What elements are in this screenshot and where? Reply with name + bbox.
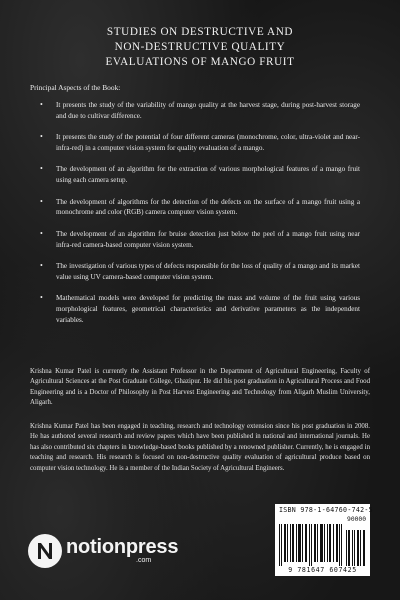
publisher-name: notionpress <box>66 536 179 558</box>
list-item-text: The development of an algorithm for the extraction of various morphological features of a mango fruit using each camera setup. <box>56 165 360 185</box>
list-item <box>40 293 360 325</box>
title-line-2: NON-DESTRUCTIVE QUALITY <box>114 41 286 53</box>
bullet-icon: • <box>40 228 43 238</box>
title-line-1: STUDIES ON DESTRUCTIVE AND <box>106 26 294 38</box>
list-item-text: The development of an algorithm for bruise detection just below the peel of a mango fruit using near infra-red camera-based computer vision system. <box>56 229 360 249</box>
bullet-icon: • <box>40 260 43 270</box>
list-item-text: The development of algorithms for the detection of the defects on the surface of a mango fruit using a monochrome and color (RGB) camera computer vision system. <box>56 197 360 217</box>
publisher-domain: .com <box>136 557 152 564</box>
bullet-icon: • <box>40 100 43 109</box>
isbn-text: ISBN 978-1-64760-742-5 <box>279 506 373 514</box>
bullet-icon: • <box>40 196 43 206</box>
bullet-icon: • <box>40 132 43 142</box>
aspects-list <box>40 100 360 336</box>
list-item-text: Mathematical models were developed for predicting the mass and volume of the fruit using various morphological features, geometrical characteristics and derivative parameters as the independent variables. <box>56 294 360 324</box>
isbn-barcode <box>275 504 373 576</box>
barcode-digits: 9 781647 607425 <box>288 566 357 574</box>
aspects-heading: Principal Aspects of the Book: <box>30 83 121 92</box>
list-item-text: The investigation of various types of defects responsible for the loss of quality of a mango and its market value using UV camera-based computer vision system. <box>56 261 360 281</box>
barcode-bars <box>279 524 343 566</box>
list-item <box>40 164 360 186</box>
price-barcode-bars <box>346 530 366 566</box>
list-item <box>40 261 360 283</box>
bullet-icon: • <box>40 293 43 303</box>
title-line-3: EVALUATIONS OF MANGO FRUIT <box>105 56 295 68</box>
bullet-icon: • <box>40 164 43 174</box>
list-item-text: It presents the study of the potential of four different cameras (monochrome, color, ultra-violet and near-infra-red) in a computer vision system for quality evaluation of a mango. <box>56 133 360 152</box>
price-code: 90000 <box>347 516 366 523</box>
book-title <box>40 25 360 70</box>
author-bio-paragraph-2: Krishna Kumar Patel has been engaged in teaching, research and technology extension since his post graduation in 2008. He has authored several research and review papers which have been published in national and international journals. He has also contributed six chapters in knowledge-based books published by a renowned publisher. Currently, he is engaged in teaching and research. His research is focused on non-destructive quality evaluation of agricultural produce based on computer vision technology. He is a member of the Indian Society of Agricultural Engineers. <box>30 423 370 472</box>
notionpress-logo-icon <box>28 534 62 568</box>
list-item <box>40 132 360 154</box>
author-bio-paragraph-1: Krishna Kumar Patel is currently the Assistant Professor in the Department of Agricultural Engineering, Faculty of Agricultural Sciences at the Post Graduate College, Ghazipur. He did his post graduation in Agricultural Process and Food Engineering and is a Doctor of Philosophy in Post Harvest Engineering and Technology from Aligarh Muslim University, Aligarh. <box>30 368 370 407</box>
list-item-text: It presents the study of the variability of mango quality at the harvest stage, during post-harvest storage and due to cultivar difference. <box>56 101 360 120</box>
list-item <box>40 197 360 219</box>
list-item <box>40 229 360 251</box>
list-item <box>40 100 360 122</box>
